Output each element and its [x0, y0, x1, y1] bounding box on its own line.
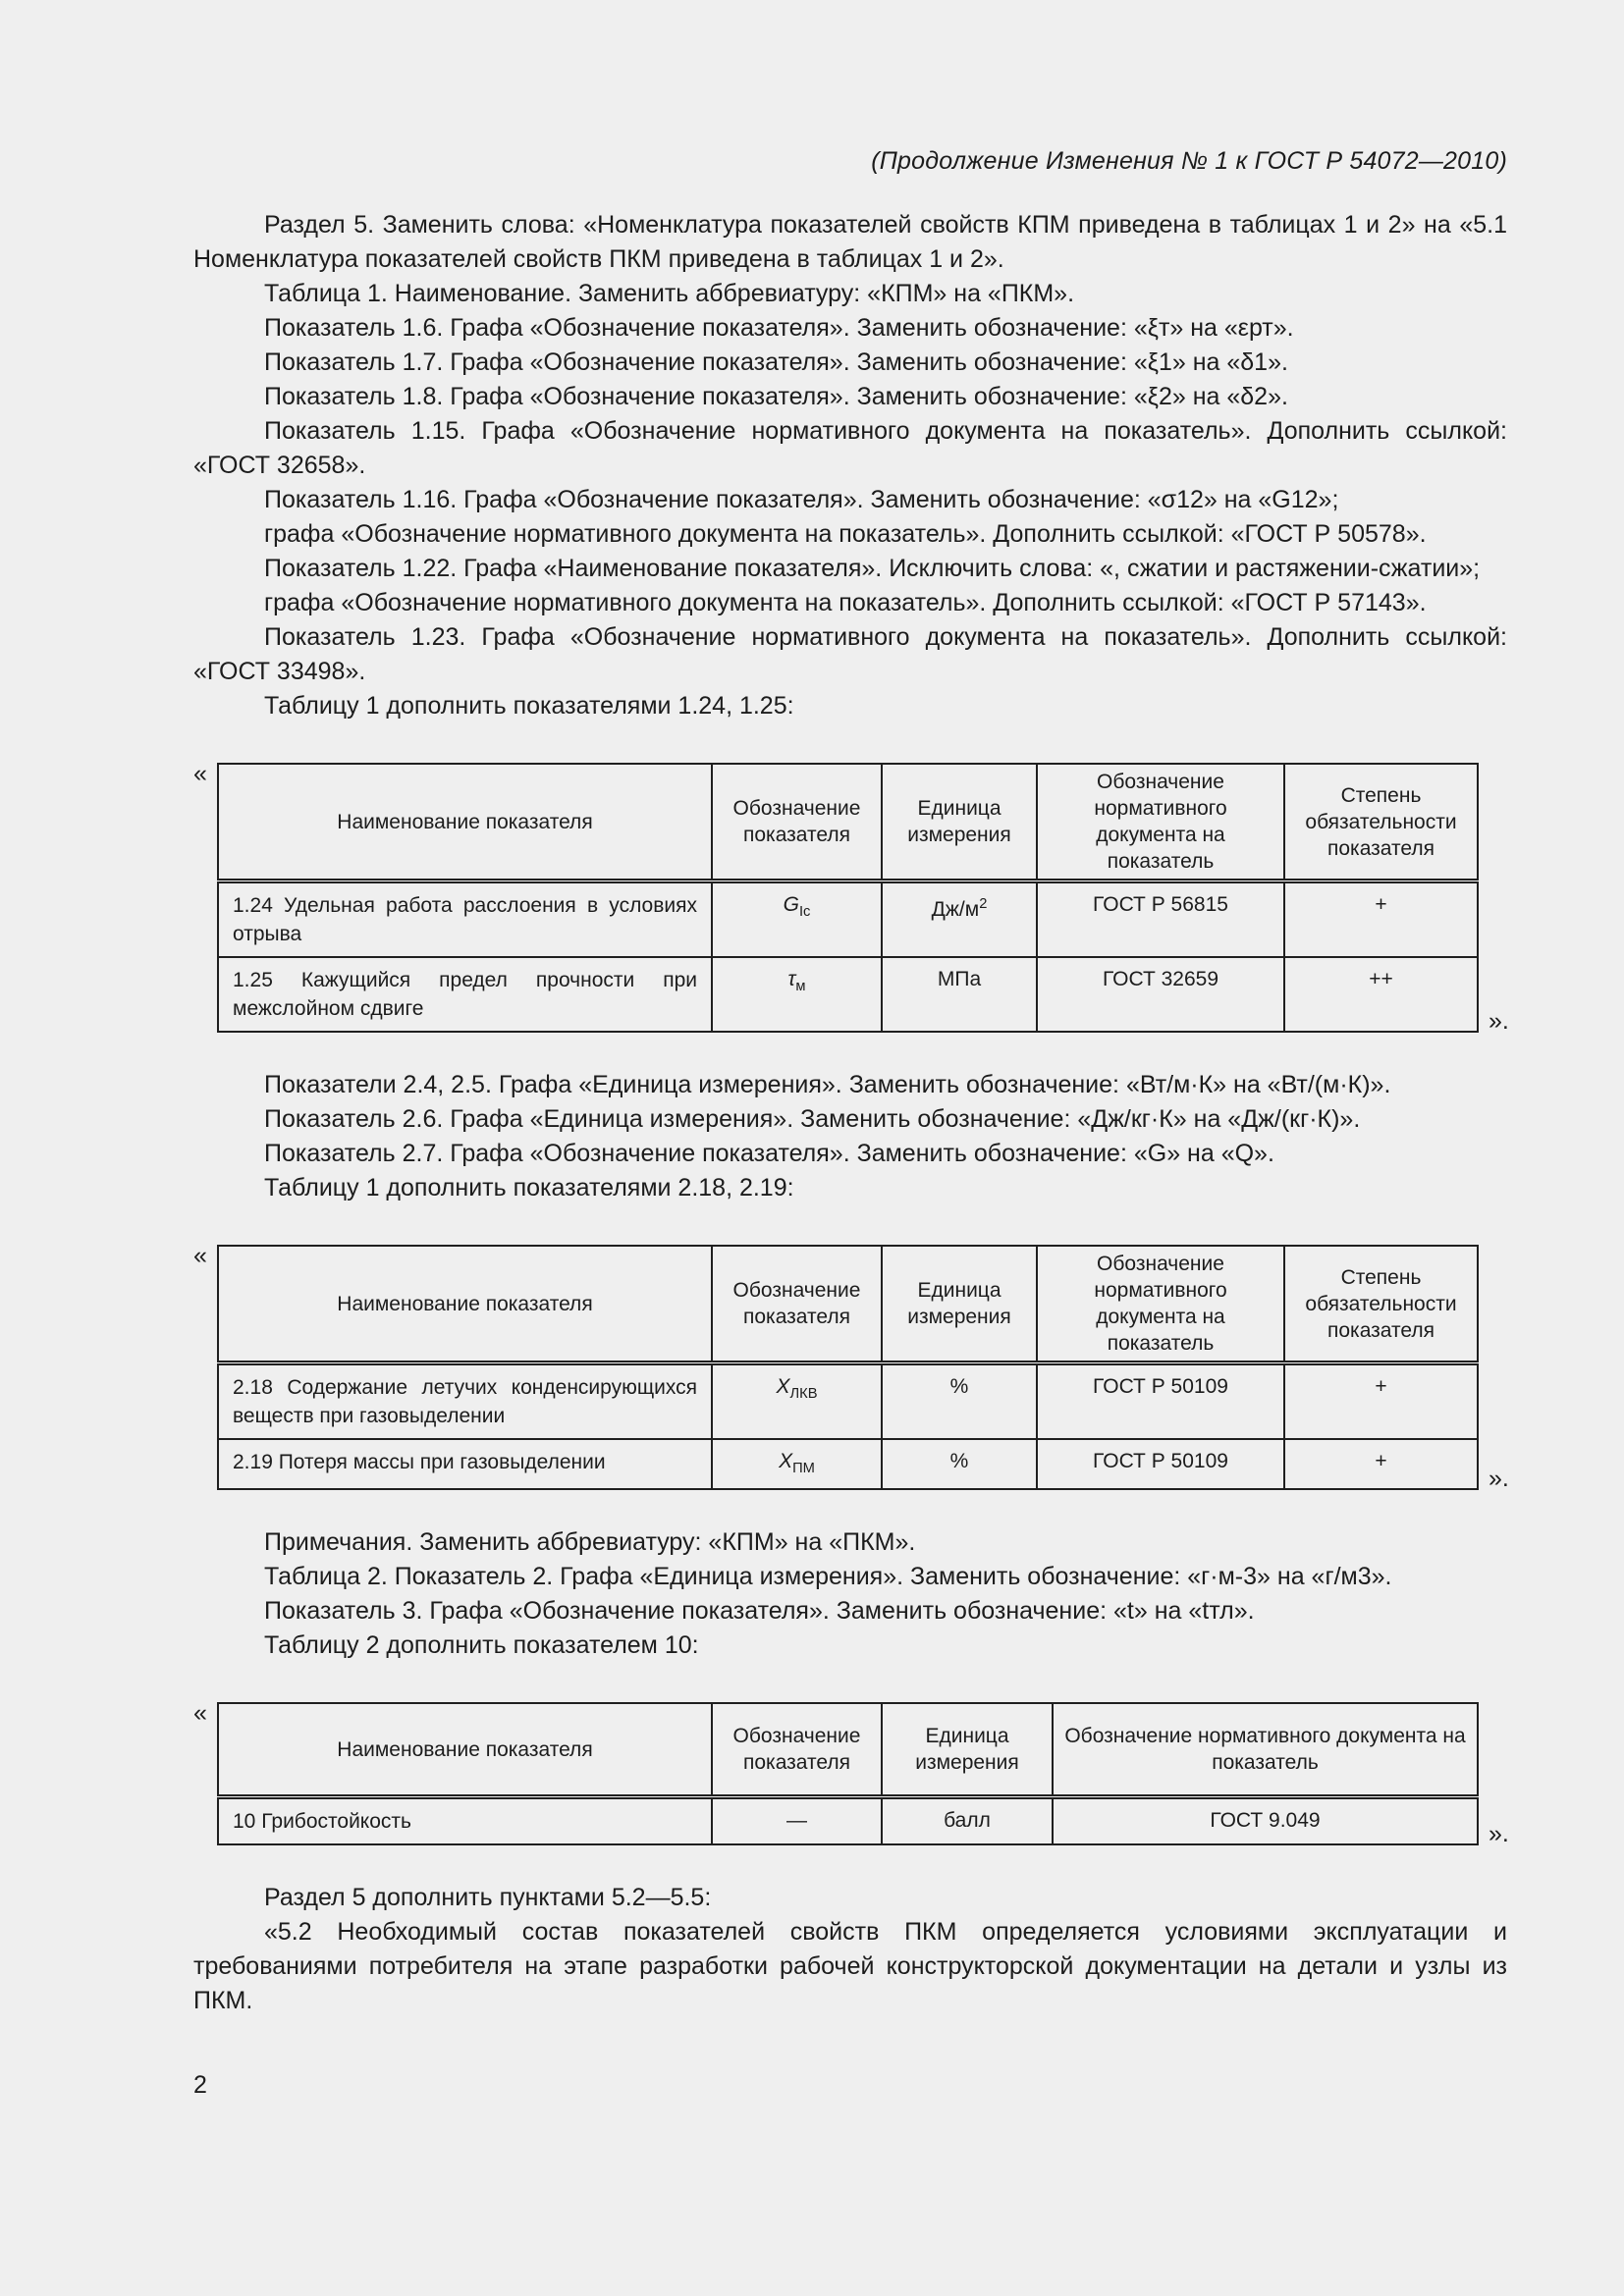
symbol-main: — [786, 1809, 807, 1833]
quote-open: « [193, 1699, 207, 1728]
column-header: Обозначение нормативного документа на показатель [1053, 1703, 1478, 1797]
cell-name: 10 Грибостойкость [218, 1797, 712, 1845]
cell-document: ГОСТ Р 50109 [1037, 1439, 1284, 1489]
running-header: (Продолжение Изменения № 1 к ГОСТ Р 54072—2010) [871, 147, 1507, 175]
paragraph: Показатель 1.6. Графа «Обозначение показателя». Заменить обозначение: «ξт» на «εрт». [264, 314, 1294, 342]
symbol-subscript: м [795, 979, 806, 995]
cell-document: ГОСТ 32659 [1037, 957, 1284, 1032]
section-a [193, 208, 1507, 723]
quote-close: ». [1489, 1007, 1509, 1035]
unit-text: % [949, 1450, 969, 1472]
unit-text: % [949, 1375, 969, 1398]
column-header: Наименование показателя [218, 1246, 712, 1363]
paragraph: Показатель 2.6. Графа «Единица измерения». Заменить обозначение: «Дж/кг·К» на «Дж/(кг·К)». [264, 1105, 1361, 1133]
section-b [193, 1068, 1507, 1205]
column-header: Обозначение показателя [712, 764, 882, 881]
unit-text: МПа [937, 968, 982, 990]
table-3-wrapper [193, 1699, 1509, 1848]
column-header: Обозначение показателя [712, 1246, 882, 1363]
cell-symbol [712, 1363, 882, 1440]
table-2-wrapper [193, 1242, 1509, 1493]
column-header: Единица измерения [882, 1703, 1053, 1797]
page-number: 2 [193, 2071, 207, 2099]
symbol-subscript: ПМ [792, 1461, 815, 1477]
quote-close: ». [1489, 1465, 1509, 1493]
section-c [193, 1525, 1507, 1663]
cell-name: 1.24 Удельная работа расслоения в условиях отрыва [218, 881, 712, 958]
paragraph: Таблица 2. Показатель 2. Графа «Единица измерения». Заменить обозначение: «г·м-3» на «г/м3». [264, 1563, 1392, 1591]
paragraph: Раздел 5 дополнить пунктами 5.2—5.5: [264, 1884, 712, 1912]
cell-document: ГОСТ Р 56815 [1037, 881, 1284, 958]
paragraph: Показатель 1.16. Графа «Обозначение показателя». Заменить обозначение: «σ12» на «G12»; [264, 486, 1339, 513]
table-3 [217, 1702, 1479, 1845]
column-header: Единица измерения [882, 1246, 1037, 1363]
paragraph: Показатель 1.8. Графа «Обозначение показателя». Заменить обозначение: «ξ2» на «δ2». [264, 383, 1288, 410]
paragraph: Таблицу 1 дополнить показателями 2.18, 2.19: [264, 1174, 794, 1201]
quote-close: ». [1489, 1820, 1509, 1848]
cell-unit [882, 1363, 1037, 1440]
cell-symbol [712, 881, 882, 958]
paragraph: Показатель 2.7. Графа «Обозначение показателя». Заменить обозначение: «G» на «Q». [264, 1140, 1274, 1167]
table-header-row [218, 764, 1478, 881]
table-row [218, 1363, 1478, 1440]
paragraph: Показатель 1.22. Графа «Наименование показателя». Исключить слова: «, сжатии и растяжении-сжатии»; [264, 555, 1481, 582]
cell-symbol [712, 1439, 882, 1489]
paragraph: Примечания. Заменить аббревиатуру: «КПМ» на «ПКМ». [264, 1528, 916, 1557]
column-header: Степень обязательности показателя [1284, 1246, 1478, 1363]
paragraph: Показатель 1.15. Графа «Обозначение нормативного документа на показатель». Дополнить ссылкой: «ГОСТ 32658». [193, 417, 1507, 479]
cell-symbol [712, 1797, 882, 1845]
symbol-subscript: Ic [798, 904, 811, 921]
paragraph: Показатель 3. Графа «Обозначение показателя». Заменить обозначение: «t» на «tтл». [264, 1597, 1255, 1626]
table-row [218, 1439, 1478, 1489]
unit-superscript: 2 [979, 896, 988, 912]
paragraph: графа «Обозначение нормативного документа на показатель». Дополнить ссылкой: «ГОСТ Р 57143». [264, 589, 1427, 616]
table-header-row [218, 1703, 1478, 1797]
column-header: Единица измерения [882, 764, 1037, 881]
paragraph: графа «Обозначение нормативного документа на показатель». Дополнить ссылкой: «ГОСТ Р 50578». [264, 520, 1427, 548]
paragraph: Показатель 1.7. Графа «Обозначение показателя». Заменить обозначение: «ξ1» на «δ1». [264, 348, 1288, 376]
column-header: Обозначение показателя [712, 1703, 882, 1797]
cell-requirement: + [1284, 881, 1478, 958]
paragraph: Раздел 5. Заменить слова: «Номенклатура показателей свойств КПМ приведена в таблицах 1 и 2» на «5.1 Номенклатура показателей свойств ПКМ приведена в таблицах 1 и 2». [193, 211, 1507, 273]
cell-document: ГОСТ 9.049 [1053, 1797, 1478, 1845]
paragraph: «5.2 Необходимый состав показателей свойств ПКМ определяется условиями эксплуатации и требованиями потребителя на этапе разработки рабочей конструкторской документации на детали и узлы из ПКМ. [193, 1918, 1507, 2015]
paragraph: Таблицу 1 дополнить показателями 1.24, 1.25: [264, 692, 794, 720]
cell-requirement: + [1284, 1439, 1478, 1489]
symbol-subscript: ЛКВ [789, 1386, 818, 1403]
column-header: Обозначение нормативного документа на показатель [1037, 764, 1284, 881]
symbol-main: X [776, 1375, 790, 1398]
cell-name: 2.18 Содержание летучих конденсирующихся веществ при газовыделении [218, 1363, 712, 1440]
unit-text: балл [944, 1809, 991, 1833]
section-d [193, 1881, 1507, 2018]
cell-name: 2.19 Потеря массы при газовыделении [218, 1439, 712, 1489]
table-2 [217, 1245, 1479, 1490]
column-header: Наименование показателя [218, 764, 712, 881]
paragraph: Таблицу 2 дополнить показателем 10: [264, 1631, 699, 1660]
table-row [218, 957, 1478, 1032]
quote-open: « [193, 1242, 207, 1269]
cell-unit [882, 1439, 1037, 1489]
table-row [218, 1797, 1478, 1845]
cell-requirement: ++ [1284, 957, 1478, 1032]
cell-name: 1.25 Кажущийся предел прочности при межслойном сдвиге [218, 957, 712, 1032]
column-header: Обозначение нормативного документа на показатель [1037, 1246, 1284, 1363]
cell-document: ГОСТ Р 50109 [1037, 1363, 1284, 1440]
symbol-main: τ [787, 968, 796, 990]
document-body [193, 208, 1507, 2018]
symbol-main: G [783, 893, 799, 916]
quote-open: « [193, 760, 207, 787]
cell-requirement: + [1284, 1363, 1478, 1440]
table-row [218, 881, 1478, 958]
paragraph: Таблица 1. Наименование. Заменить аббревиатуру: «КПМ» на «ПКМ». [264, 280, 1075, 307]
table-1 [217, 763, 1479, 1033]
paragraph: Показатели 2.4, 2.5. Графа «Единица измерения». Заменить обозначение: «Вт/м·К» на «Вт/(м·К)». [264, 1071, 1391, 1098]
cell-unit [882, 1797, 1053, 1845]
cell-unit [882, 881, 1037, 958]
table-header-row [218, 1246, 1478, 1363]
paragraph: Показатель 1.23. Графа «Обозначение нормативного документа на показатель». Дополнить ссылкой: «ГОСТ 33498». [193, 623, 1507, 685]
unit-text: Дж/м [931, 898, 980, 921]
column-header: Наименование показателя [218, 1703, 712, 1797]
cell-unit [882, 957, 1037, 1032]
column-header: Степень обязательности показателя [1284, 764, 1478, 881]
cell-symbol [712, 957, 882, 1032]
table-1-wrapper [193, 760, 1509, 1035]
symbol-main: X [779, 1450, 793, 1472]
